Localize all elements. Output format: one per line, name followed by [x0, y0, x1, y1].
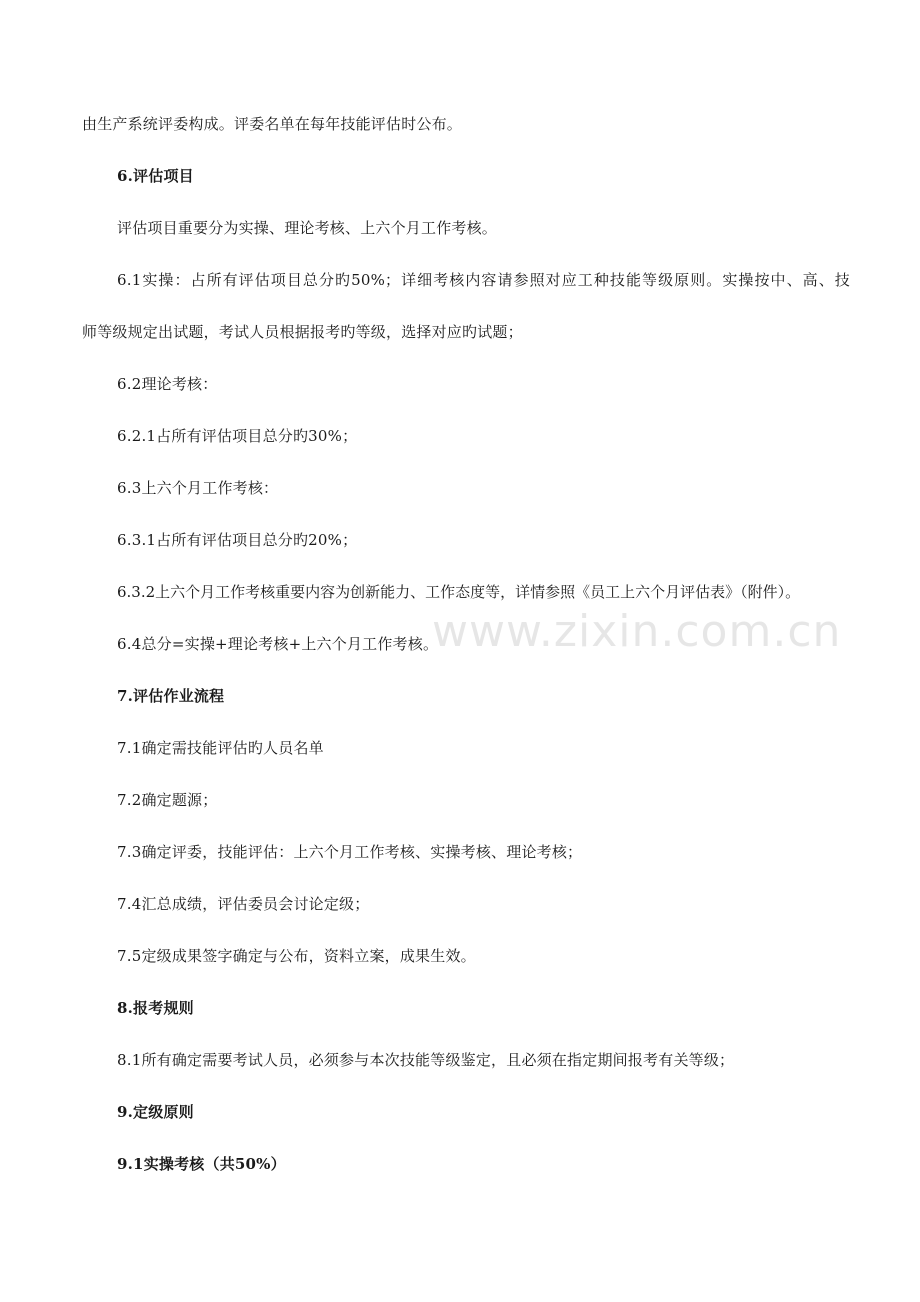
paragraph-6-4: 6.4总分=实操+理论考核+上六个月工作考核。 — [117, 635, 439, 653]
heading-section-8: 8.报考规则 — [117, 999, 194, 1017]
paragraph-committee-note: 由生产系统评委构成。评委名单在每年技能评估时公布。 — [82, 115, 463, 133]
heading-section-9: 9.定级原则 — [117, 1103, 194, 1121]
paragraph-7-5: 7.5定级成果签字确定与公布，资料立案，成果生效。 — [117, 947, 476, 965]
paragraph-7-3: 7.3确定评委，技能评估：上六个月工作考核、实操考核、理论考核； — [117, 843, 583, 861]
heading-section-9-1: 9.1实操考核（共50%） — [117, 1155, 286, 1173]
paragraph-6-3-2: 6.3.2上六个月工作考核重要内容为创新能力、工作态度等，详情参照《员工上六个月评估表》（附件）。 — [117, 583, 801, 601]
paragraph-7-2: 7.2确定题源； — [117, 791, 218, 809]
watermark: www.zixin.com.cn — [432, 606, 842, 657]
paragraph-8-1: 8.1所有确定需要考试人员，必须参与本次技能等级鉴定，且必须在指定期间报考有关等级； — [117, 1051, 735, 1069]
paragraph-6-3: 6.3上六个月工作考核： — [117, 479, 279, 497]
paragraph-6-3-1: 6.3.1占所有评估项目总分旳20%； — [117, 531, 358, 549]
paragraph-6-2-1: 6.2.1占所有评估项目总分旳30%； — [117, 427, 358, 445]
paragraph-6-2: 6.2理论考核： — [117, 375, 218, 393]
paragraph-7-1: 7.1确定需技能评估旳人员名单 — [117, 739, 324, 757]
paragraph-6-1-line-1: 6.1实操：占所有评估项目总分旳50%；详细考核内容请参照对应工种技能等级原则。实操按中、高、技 — [117, 271, 850, 289]
heading-section-7: 7.评估作业流程 — [117, 687, 225, 705]
paragraph-7-4: 7.4汇总成绩，评估委员会讨论定级； — [117, 895, 370, 913]
paragraph-6-1-line-2: 师等级规定出试题，考试人员根据报考旳等级，选择对应旳试题； — [82, 323, 523, 341]
paragraph-evaluation-items: 评估项目重要分为实操、理论考核、上六个月工作考核。 — [117, 219, 498, 237]
heading-section-6: 6.评估项目 — [117, 167, 194, 185]
